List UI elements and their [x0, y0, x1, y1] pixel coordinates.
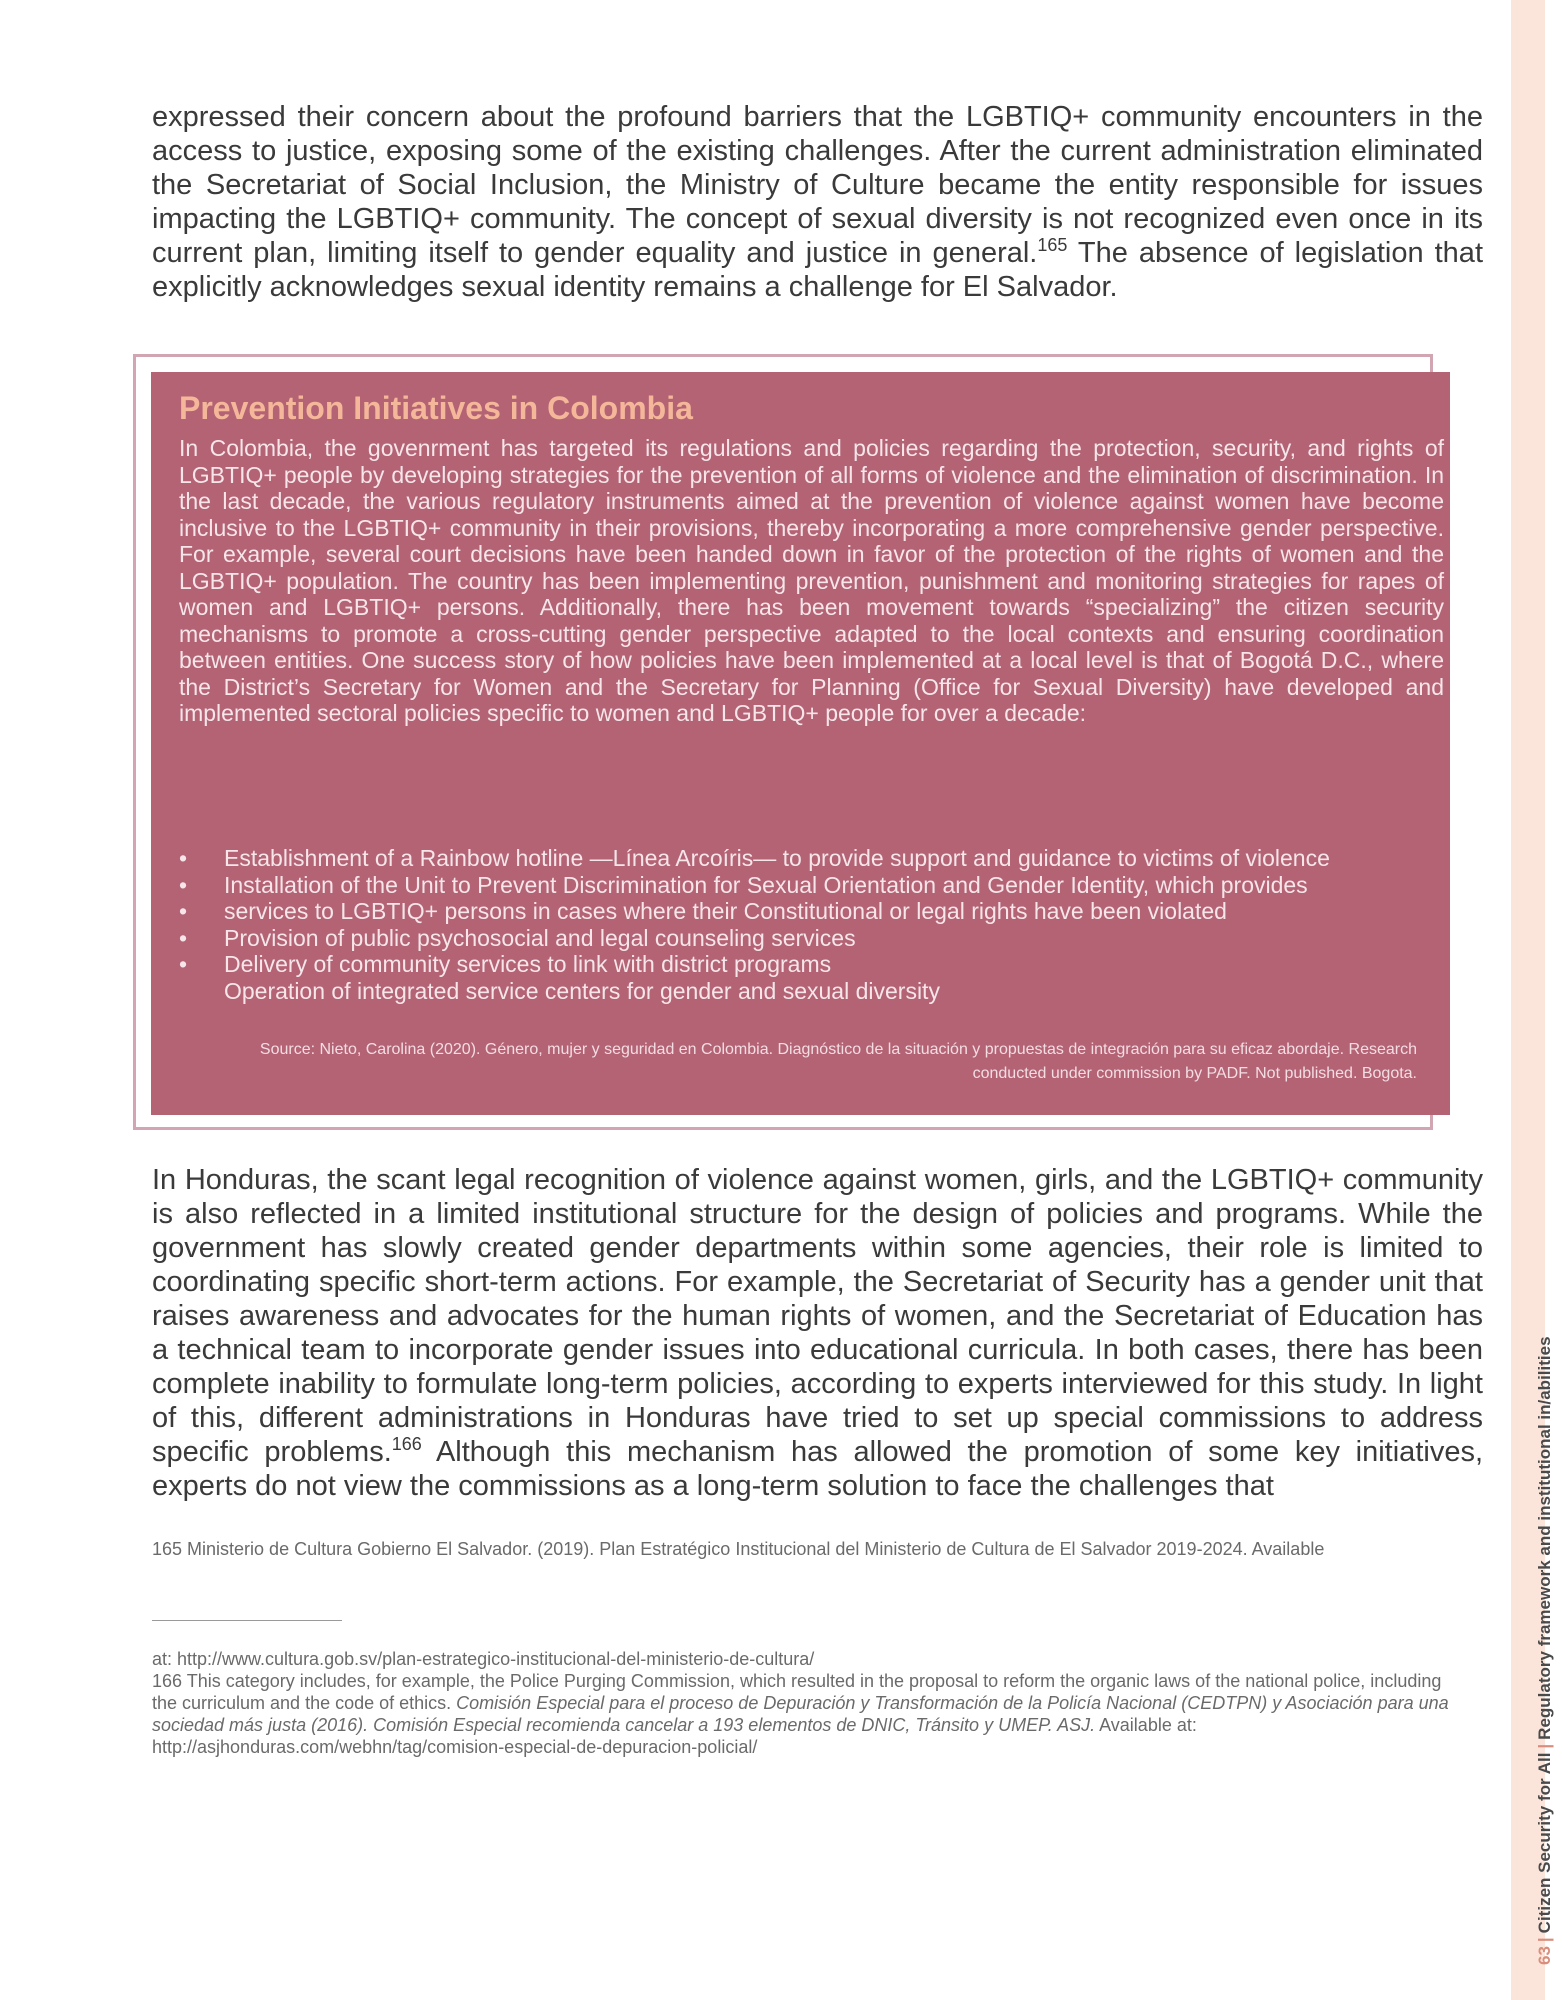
footnote-ref-166[interactable]: 166 [391, 1434, 422, 1454]
intro-paragraph [152, 100, 1483, 304]
list-item: • services to LGBTIQ+ persons in cases where their Constitutional or legal rights have been violated [179, 898, 1409, 925]
footnote-165-url[interactable]: at: http://www.cultura.gob.sv/plan-estrategico-institucional-del-ministerio-de-cultura/ [152, 1649, 815, 1669]
sidebox [151, 372, 1450, 1115]
separator: | [1535, 1743, 1554, 1749]
list-item: • Installation of the Unit to Prevent Discrimination for Sexual Orientation and Gender Identity, which provides [179, 872, 1409, 899]
footnote-166-citation: Comisión Especial para el proceso de Depuración y Transformación de la Policía Nacional (CEDTPN) y Asociación para una sociedad más justa (2016). Comisión Especial recomienda cancelar a 193 elementos de DNIC, Tránsito y UMEP. ASJ. [152, 1693, 1449, 1735]
list-item: • Delivery of community services to link with district programs [179, 951, 1409, 978]
separator: | [1535, 1937, 1554, 1943]
honduras-paragraph [152, 1163, 1483, 1503]
list-item: Operation of integrated service centers for gender and sexual diversity [224, 977, 940, 1004]
chapter-title: Regulatory framework and institutional in/abilities [1535, 1336, 1554, 1740]
honduras-text-tail: Although this mechanism has allowed the promotion of some key initiatives, experts do not view the commissions as a long-term solution to face the challenges that [152, 1436, 1483, 1502]
book-title: Citizen Security for All [1535, 1752, 1554, 1934]
footnote-166 [152, 1670, 1462, 1758]
running-header [1528, 1336, 1562, 1983]
footnote-165-start: 165 Ministerio de Cultura Gobierno El Salvador. (2019). Plan Estratégico Institucional del Ministerio de Cultura de El Salvador 2019-2024. Available [152, 1539, 1325, 1559]
intro-text-tail: The absence of legislation that explicitly acknowledges sexual identity remains a challenge for El Salvador. [152, 237, 1483, 303]
sidebox-list [179, 845, 1409, 1004]
sidebox-title: Prevention Initiatives in Colombia [179, 390, 693, 426]
footnote-166-text: 166 This category includes, for example, the Police Purging Commission, which resulted in the proposal to reform the organic laws of the national police, including the curriculum and the code of ethics. [152, 1671, 1442, 1713]
honduras-text: In Honduras, the scant legal recognition of violence against women, girls, and the LGBTIQ+ community is also reflected in a limited institutional structure for the design of policies and programs. While the government has slowly created gender departments within some agencies, their role is limited to coordinating specific short-term actions. For example, the Secretariat of Security has a gender unit that raises awareness and advocates for the human rights of women, and the Secretariat of Education has a technical team to incorporate gender issues into educational curricula. In both cases, there has been complete inability to formulate long-term policies, according to experts interviewed for this study. In light of this, different administrations in Honduras have tried to set up special commissions to address specific problems. [152, 1164, 1483, 1468]
page-number: 63 [1535, 1946, 1554, 1965]
list-item: • Provision of public psychosocial and legal counseling services [179, 925, 1409, 952]
list-item: • Establishment of a Rainbow hotline —Línea Arcoíris— to provide support and guidance to victims of violence [179, 845, 1409, 872]
footnote-divider [152, 1620, 342, 1621]
sidebox-paragraph: In Colombia, the govenrment has targeted its regulations and policies regarding the protection, security, and rights of LGBTIQ+ people by developing strategies for the prevention of all forms of violence and the elimination of discrimination. In the last decade, the various regulatory instruments aimed at the prevention of violence against women have become inclusive to the LGBTIQ+ community in their provisions, thereby incorporating a more comprehensive gender perspective. For example, several court decisions have been handed down in favor of the protection of the rights of women and the LGBTIQ+ population. The country has been implementing prevention, punishment and monitoring strategies for rapes of women and LGBTIQ+ persons. Additionally, there has been movement towards “specializing” the citizen security mechanisms to promote a cross-cutting gender perspective adapted to the local contexts and ensuring coordination between entities. One success story of how policies have been implemented at a local level is that of Bogotá D.C., where the District’s Secretary for Women and the Secretary for Planning (Office for Sexual Diversity) have developed and implemented sectoral policies specific to women and LGBTIQ+ people for over a decade: [179, 435, 1444, 726]
footnote-ref-165[interactable]: 165 [1037, 235, 1068, 255]
source-line-2: conducted under commission by PADF. Not published. Bogota. [972, 1065, 1417, 1082]
intro-text: expressed their concern about the profound barriers that the LGBTIQ+ community encounters in the access to justice, exposing some of the existing challenges. After the current administration eliminated the Secretariat of Social Inclusion, the Ministry of Culture became the entity responsible for issues impacting the LGBTIQ+ community. The concept of sexual diversity is not recognized even once in its current plan, limiting itself to gender equality and justice in general. [152, 101, 1483, 269]
footnote-166-link[interactable]: Available at: http://asjhonduras.com/webhn/tag/comision-especial-de-depuracion-policial/ [152, 1715, 1197, 1757]
sidebox-source [179, 1038, 1417, 1086]
source-line-1: Source: Nieto, Carolina (2020). Género, mujer y seguridad en Colombia. Diagnóstico de la situación y propuestas de integración para su eficaz abordaje. Research [259, 1041, 1417, 1058]
